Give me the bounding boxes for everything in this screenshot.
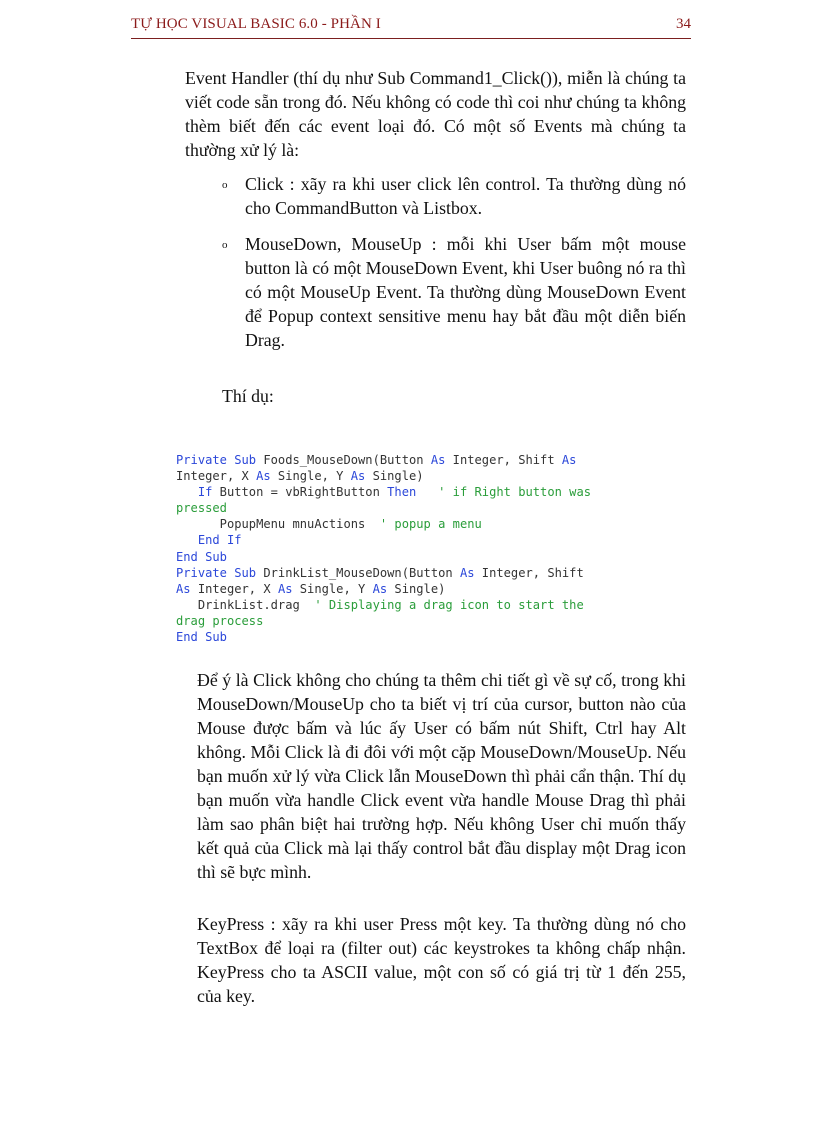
code-line	[176, 549, 636, 565]
code-keyword: As	[372, 581, 388, 596]
code-comment: ' if Right button was	[416, 485, 592, 500]
code-line	[176, 565, 636, 581]
code-comment: pressed	[176, 501, 227, 516]
bullet-mousedown-mouseup: MouseDown, MouseUp : mỗi khi User bấm một mouse button là có một MouseDown Event, khi User buông nó ra thì có một MouseUp Event. Ta thường dùng MouseDown Event để Popup context sensitive menu hay bắt đầu một diễn biến Drag.	[245, 234, 686, 350]
code-text: DrinkList.drag	[176, 597, 315, 612]
intro-paragraph: Event Handler (thí dụ như Sub Command1_Click()), miễn là chúng ta viết code sẵn trong đó. Nếu không có code thì coi như chúng ta không thèm biết đến các event loại đó. Có một số Events mà chúng ta thường xử lý là:	[185, 68, 686, 160]
code-text: Foods_MouseDown(Button	[256, 453, 431, 467]
bullet-marker-icon: o	[222, 179, 228, 191]
code-keyword: Private Sub	[176, 565, 257, 580]
code-text: Integer, Shift	[445, 453, 562, 467]
code-line	[176, 452, 636, 468]
code-text: Integer, Shift	[474, 565, 584, 580]
code-text: Single, Y	[270, 469, 351, 484]
code-keyword: As	[277, 581, 293, 596]
code-text	[176, 485, 198, 499]
bullet-click: Click : xãy ra khi user click lên control. Ta thường dùng nó cho CommandButton và Listbox.	[245, 174, 686, 218]
code-block	[176, 452, 636, 645]
code-keyword: As	[561, 453, 577, 467]
book-title: TỰ HỌC VISUAL BASIC 6.0 - PHẦN I	[131, 16, 381, 32]
code-keyword: End If	[197, 533, 242, 548]
page-header	[131, 14, 691, 39]
paragraph-keypress: KeyPress : xãy ra khi user Press một key. Ta thường dùng nó cho TextBox để loại ra (filter out) các keystrokes ta không chấp nhận. KeyPress cho ta ASCII value, một con số có giá trị từ 1 đến 255, của key.	[197, 914, 686, 1006]
code-text: Button = vbRightButton	[212, 485, 388, 500]
code-line	[176, 613, 636, 629]
code-keyword: If	[197, 485, 213, 500]
code-comment: ' Displaying a drag icon to start the	[314, 597, 584, 612]
code-keyword: As	[430, 453, 446, 467]
code-line	[176, 581, 636, 597]
bullet-marker-icon: o	[222, 239, 228, 251]
code-text	[176, 533, 198, 547]
code-comment: drag process	[176, 613, 264, 628]
code-keyword: End Sub	[176, 630, 227, 645]
code-line	[176, 500, 636, 516]
code-keyword: As	[459, 565, 475, 580]
code-text: Single)	[365, 469, 424, 484]
code-line	[176, 468, 636, 484]
example-label: Thí dụ:	[222, 386, 274, 406]
code-line	[176, 516, 636, 532]
paragraph-click-vs-mousedown: Để ý là Click không cho chúng ta thêm chi tiết gì về sự cố, trong khi MouseDown/MouseUp cho ta biết vị trí của cursor, button nào của Mouse được bấm và lúc ấy User có bấm nút Shift, Ctrl hay Alt không. Mỗi Click là đi đôi với một cặp MouseDown/MouseUp. Nếu bạn muốn xử lý vừa Click lẫn MouseDown thì phải cẩn thận. Thí dụ bạn muốn vừa handle Click event vừa handle Mouse Drag thì phải làm sao phân biệt hai trường hợp. Nếu không User chỉ muốn thấy kết quả của Click mà lại thấy control bắt đầu display một Drag icon thì sẽ bực mình.	[197, 670, 686, 882]
code-keyword: As	[256, 469, 271, 484]
code-keyword: Private Sub	[176, 453, 257, 467]
code-keyword: End Sub	[176, 549, 227, 564]
code-comment: ' popup a menu	[379, 517, 482, 532]
code-text: Integer, X	[190, 581, 278, 596]
code-keyword: Then	[387, 485, 417, 500]
page-number: 34	[676, 16, 691, 32]
code-line	[176, 629, 636, 645]
code-text: Single)	[387, 581, 446, 596]
code-text: Single, Y	[292, 581, 373, 596]
code-text: PopupMenu mnuActions	[176, 517, 380, 532]
code-text: Integer, X	[176, 469, 257, 484]
code-keyword: As	[350, 469, 366, 484]
code-keyword: As	[176, 581, 191, 596]
code-line	[176, 532, 636, 548]
code-text: DrinkList_MouseDown(Button	[256, 565, 460, 580]
code-line	[176, 484, 636, 500]
code-line	[176, 597, 636, 613]
